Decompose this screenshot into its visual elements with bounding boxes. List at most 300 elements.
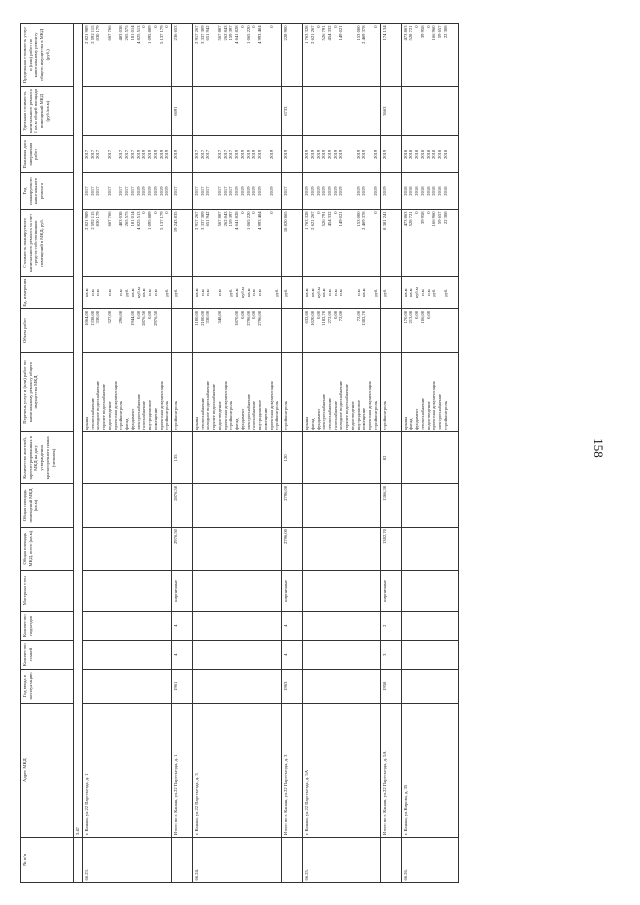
unit-cell-line: п.м [95,289,101,296]
unit-cell-line: кв.м [194,288,200,297]
works-cell-line: фасад [309,418,315,430]
plan-year-cell-line: 2019 [372,186,378,196]
done-year-cell-line: 2019 [158,149,164,159]
volume-cell-line: 1870,00 [234,310,240,326]
limit-cost-cell-line: 526 791 [321,25,327,41]
done-year-cell-line: 2019 [268,149,274,159]
column-header: Количество жителей, зарегистрированных в МКД на дату утверждения краткосрочного плана (человек) [21,432,74,484]
limit-cost-cell-line: 2 469 378 [361,25,367,44]
done-year-cell-line: 2017 [95,149,101,159]
volume-cell-line: 1064,00 [84,310,89,326]
residents-cell [193,432,282,484]
limit-cost-cell-line: 22 308 [442,25,448,39]
column-header: Количество подъездов [21,611,74,640]
works-cell-line: газоснабжение [141,400,147,430]
cost-cell [172,209,193,276]
address-cell: г. Канаш, ул.Кирова, д. 35 [401,703,458,837]
limit-cost-cell-line: 1 763 328 [304,25,310,44]
section-cell [74,837,83,882]
limit-cost-cell [401,24,458,87]
cost-cell-line: 3 337 309 [199,211,205,230]
works-cell-line: горячее водоснабжение [101,384,107,430]
entrances-cell: 4 [172,611,193,640]
works-cell-line: фасад [234,418,240,430]
works-cell-line: крыша [304,416,310,430]
volume-cell-line: 1182,70 [321,310,327,326]
walls-cell: кирпичные [282,570,303,611]
unit-cost-cell: 3663 [380,86,401,136]
limit-cost-cell-line: 4 641 828 [234,25,240,44]
plan-year-cell-line: 2019 [361,186,367,196]
cost-cell-line: 0 [251,211,257,214]
works-cell-line: внутридомовое [147,399,153,430]
walls-cell [193,570,282,611]
plan-year-cell-line: 2019 [315,186,321,196]
entrances-cell [83,611,172,640]
unit-cell-line: кв.м [402,288,408,297]
unit-cell-line: кв.м [245,288,251,297]
cost-cell-line: 667 766 [106,211,112,227]
volume-cell [401,309,458,352]
year-cell [193,669,282,703]
done-year-cell-line: 2018 [431,149,437,159]
unit-cell-line: кв.м [129,288,135,297]
works-cell-line: электроснабжение [245,393,251,430]
address-cell: Итого по г. Канаш, ул.22 Партсъезда, д. 3 [282,703,303,837]
residents-cell: 82 [380,432,401,484]
volume-cell-line: 72,00 [338,310,344,322]
done-year-cell-line: 2019 [135,149,141,159]
volume-cell-line: 1020,00 [309,310,315,326]
cost-cell-line: 1 763 328 [304,211,310,230]
plan-year-cell-line: 2019 [268,186,274,196]
floors-cell: 4 [282,640,303,669]
plan-year-cell-line: 2019 [164,186,170,196]
unit-cell [380,276,401,308]
volume-cell [172,309,193,352]
done-year-cell-line [274,138,280,171]
section-label: 3.47 [74,24,83,838]
done-year-cell [172,136,193,173]
limit-cost-cell-line: 567 887 [216,25,222,41]
volume-cell-line: 72,00 [355,310,361,322]
plan-year-cell-line: 2019 [381,186,387,196]
done-year-cell [83,136,172,173]
cost-cell-line: 1 095 889 [147,211,153,230]
done-year-cell-line: 2019 [355,149,361,159]
column-header: Год планируемого капитального ремонта [21,173,74,210]
entrances-cell [303,611,381,640]
works-cell-line: помещение [361,407,367,430]
works-cell-line: стройконтроль [274,401,280,430]
cost-cell-line: 166 960 [431,211,437,227]
residents-cell: 135 [172,432,193,484]
area-rooms-cell: 2876,50 [172,484,193,527]
volume-cell-line: 272,00 [326,310,332,324]
cost-cell-line: 149 021 [338,211,344,227]
unit-cost-cell: 6691 [172,86,193,136]
works-cell-line: внутридомовое [355,399,361,430]
plan-year-cell-line: 2017 [118,186,124,196]
limit-cost-cell-line: 528 721 [408,25,414,41]
limit-cost-cell [172,24,193,87]
row-number [172,837,193,882]
unit-cell-line: руб. [431,288,437,297]
unit-cell-line: п.м [257,289,263,296]
works-cell-line: внутридомовое [257,399,263,430]
done-year-cell-line: 2018 [402,149,408,159]
done-year-cell-line: 2017 [194,149,200,159]
unit-cell [83,276,172,308]
works-cell-line: стройконтроль [283,401,289,430]
column-header: Материал стен [21,570,74,611]
walls-cell: кирпичные [380,570,401,611]
limit-cost-cell-line: 236 653 [173,25,179,41]
cost-cell-line: 528 721 [408,211,414,227]
works-cell [193,352,282,432]
limit-cost-cell-line: 3 337 309 [199,25,205,44]
plan-year-cell-line: 2017 [89,186,95,196]
area-total-cell [193,527,282,570]
limit-cost-cell [380,24,401,87]
area-rooms-cell: 2796,00 [282,484,303,527]
limit-cost-cell-line: 2 592 115 [89,25,95,44]
plan-year-cell-line: 2017 [205,186,211,196]
cost-cell-line: 153 000 [355,211,361,227]
unit-cell-line: п.м [89,289,95,296]
floors-cell [193,640,282,669]
row-number: 66.25. [303,837,381,882]
works-cell-line: проектная документация [268,381,274,430]
cost-cell-line: 0 [164,211,170,214]
plan-year-cell-line: 2017 [173,186,179,196]
area-total-cell: 2976,50 [172,527,193,570]
unit-cell-line: п.м [326,289,332,296]
volume-cell-line: 296,00 [118,310,124,324]
cost-cell-line: 4 641 828 [234,211,240,230]
cost-cell-line: 5 137 179 [158,211,164,230]
limit-cost-cell-line: 0 [141,25,147,28]
cost-cell-line: 265 575 [124,211,130,227]
works-cell-line: проектная документация [367,381,373,430]
residents-cell [303,432,381,484]
works-cell-line: стройконтроль [164,401,170,430]
column-header: Ед. измерения [21,276,74,308]
address-cell: Итого по г. Канаш, ул.22 Партсъезда, д. 5А [380,703,401,837]
volume-cell [303,309,381,352]
unit-cell-line: кв.м [304,288,310,297]
cost-cell-line: 39 958 [419,211,425,225]
cost-cell-line: 567 887 [216,211,222,227]
area-total-cell [401,527,458,570]
unit-cell-line: п.м [118,289,124,296]
limit-cost-cell-line: 1 095 889 [147,25,153,44]
plan-year-cell [303,173,381,210]
cost-cell-line: 2 469 378 [361,211,367,230]
volume-cell-line: 2100,00 [199,310,205,326]
cost-cell [380,209,401,276]
column-header: Общая площадь МКД, всего (кв.м) [21,527,74,570]
works-cell-line: электроснабжение [135,393,141,430]
limit-cost-cell-line: 2 917 267 [194,25,200,44]
cost-cell-line: 2 821 989 [84,211,89,230]
volume-cell-line [373,311,379,350]
unit-cell-line: руб. [173,288,179,297]
row-number [282,837,303,882]
volume-cell [282,309,303,352]
cost-cell-line: 1 065 220 [245,211,251,230]
year-cell: 1961 [172,669,193,703]
cost-cell-line: 0 [425,211,431,214]
plan-year-cell-line: 2019 [332,186,338,196]
limit-cost-cell-line: 0 [152,25,158,28]
cost-cell-line: 0 [268,211,274,214]
cost-cell-line: 651 942 [205,211,211,227]
works-cell-line: теплоснабжение [89,397,95,430]
year-cell: 1958 [380,669,401,703]
plan-year-cell-line: 2019 [141,186,147,196]
unit-cell-line: кв.м [408,288,414,297]
unit-cell-line: куб.м [315,287,321,299]
plan-year-cell [282,173,303,210]
done-year-cell-line: 2017 [205,149,211,159]
column-header: Адрес МКД [21,703,74,837]
plan-year-cell-line: 2019 [152,186,158,196]
works-cell-line: водоотведение [106,401,112,430]
done-year-cell-line: 2019 [283,149,289,159]
subtotal-row [172,24,193,883]
volume-cell-line: 2876,50 [141,310,147,326]
entrances-cell: 4 [282,611,303,640]
cost-cell-line: 159 397 [228,211,234,227]
volume-cell-line: 0,00 [135,310,141,319]
cost-cell-line: 483 038 [118,211,124,227]
works-cell-line: водоотведение [425,401,431,430]
unit-cell-line: п.м [216,289,222,296]
works-cell-line: проектная документация [222,381,228,430]
cost-cell-line: 0 [414,211,420,214]
done-year-cell-line: 2019 [173,149,179,159]
limit-cost-cell-line: 174 134 [381,25,387,41]
plan-year-cell-line: 2019 [239,186,245,196]
area-rooms-cell [83,484,172,527]
cost-cell-line: 2 621 267 [309,211,315,230]
column-header: Предельная стоимость услуг и (или) работ по капитальному ремонту общего имущества в МКД (руб.) [21,24,74,87]
volume-cell-line: 348,00 [216,310,222,324]
works-cell-line: помещение [152,407,158,430]
unit-cost-cell [193,86,282,136]
unit-cell-line: руб. [372,288,378,297]
cost-cell-line: 19 243 835 [173,211,179,233]
plan-year-cell [401,173,458,210]
plan-year-cell-line: 2017 [222,186,228,196]
area-rooms-cell [303,484,381,527]
unit-cell [303,276,381,308]
done-year-cell-line: 2018 [408,149,414,159]
limit-cost-cell [282,24,303,87]
works-cell [172,352,193,432]
cost-cell-line: 2 917 267 [194,211,200,230]
cost-cell-line [274,211,280,274]
page-number: 158 [590,438,606,458]
limit-cost-cell-line: 181 014 [129,25,135,41]
limit-cost-cell-line: 265 575 [124,25,130,41]
works-cell-line: холодное водоснабжение [95,380,101,430]
plan-year-cell [83,173,172,210]
done-year-cell [401,136,458,173]
plan-year-cell-line: 2019 [321,186,327,196]
done-year-cell-line: 2017 [89,149,95,159]
entrances-cell [193,611,282,640]
limit-cost-cell-line: 0 [251,25,257,28]
limit-cost-cell-line: 4 825 513 [135,25,141,44]
column-header: Удельная стоимость капитального ремонта 1 кв.м общей площади помещений МКД (руб./кв.м) [21,86,74,136]
house-row [303,24,381,883]
works-cell-line: холодное водоснабжение [205,380,211,430]
limit-cost-cell-line: 5 137 179 [158,25,164,44]
done-year-cell-line: 2017 [106,149,112,159]
cost-cell-line: 262 843 [222,211,228,227]
unit-cost-cell [303,86,381,136]
area-total-cell: 2796,00 [282,527,303,570]
plan-year-cell-line: 2019 [326,186,332,196]
volume-cell-line: 2796,00 [245,310,251,326]
volume-cell-line: 330,00 [205,310,211,324]
done-year-cell-line: 2019 [257,149,263,159]
plan-year-cell-line: 2018 [402,186,408,196]
address-cell: Итого по г. Канаш, ул.22 Партсъезда, д. 1 [172,703,193,837]
plan-year-cell-line: 2017 [124,186,130,196]
table-body [74,24,459,883]
year-cell: 1963 [282,669,303,703]
unit-cell-line: п.м [152,289,158,296]
done-year-cell-line: 2017 [129,149,135,159]
volume-cell-line: 632,60 [304,310,310,324]
limit-cost-cell-line: 0 [414,25,420,28]
limit-cost-cell-line: 262 843 [222,25,228,41]
floors-cell [401,640,458,669]
subtotal-row [380,24,401,883]
unit-cell [172,276,193,308]
works-cell [401,352,458,432]
done-year-cell-line: 2019 [147,149,153,159]
volume-cell-line: 1338,00 [89,310,95,326]
cost-cell-line: 181 014 [129,211,135,227]
volume-cell-line: 0,00 [251,310,257,319]
plan-year-cell-line: 2017 [129,186,135,196]
plan-year-cell-line: 2017 [106,186,112,196]
plan-year-cell-line: 2019 [234,186,240,196]
unit-cost-cell [83,86,172,136]
unit-cell-line: п.м [106,289,112,296]
limit-cost-cell-line: 667 766 [106,25,112,41]
year-cell [303,669,381,703]
cost-cell-line: 0 [315,211,321,214]
plan-year-cell-line: 2019 [304,186,310,196]
volume-cell [380,309,401,352]
limit-cost-cell-line: 0 [372,25,378,28]
unit-cell-line: руб. [442,288,448,297]
plan-year-cell-line: 2017 [199,186,205,196]
cost-cell [282,209,303,276]
works-cell-line: горячее водоснабжение [344,384,350,430]
done-year-cell-line: 2018 [436,149,442,159]
unit-cell-line: п.м [419,289,425,296]
volume-cell-line: 0,00 [414,310,420,319]
area-total-cell [303,527,381,570]
address-cell: г. Канаш, ул.22 Партсъезда, д. 1 [83,703,172,837]
volume-cell-line: 0,00 [425,310,431,319]
residents-cell [83,432,172,484]
limit-cost-cell-line [274,26,280,85]
unit-cell-line: руб. [124,288,130,297]
row-number [380,837,401,882]
done-year-cell-line: 2019 [326,149,332,159]
house-row [401,24,458,883]
volume-cell-line [173,311,179,350]
works-cell-line: холодное водоснабжение [338,380,344,430]
works-cell-line: проектная документация [158,381,164,430]
plan-year-cell-line: 2018 [436,186,442,196]
volume-cell-line: 327,00 [106,310,112,324]
unit-cell-line: п.м [205,289,211,296]
plan-year-cell-line: 2017 [95,186,101,196]
volume-cell-line: 2976,50 [152,310,158,326]
plan-year-cell-line [274,175,280,208]
done-year-cell-line: 2019 [338,149,344,159]
works-cell [303,352,381,432]
done-year-cell-line: 2018 [414,149,420,159]
done-year-cell-line: 2019 [361,149,367,159]
limit-cost-cell [303,24,381,87]
done-year-cell-line: 2019 [309,149,315,159]
row-number: 66.23. [83,837,172,882]
walls-cell [303,570,381,611]
plan-year-cell-line: 2018 [431,186,437,196]
floors-cell [83,640,172,669]
entrances-cell [401,611,458,640]
plan-year-cell-line: 2018 [414,186,420,196]
cost-cell-line: 454 332 [326,211,332,227]
volume-cell-line: 0,00 [315,310,321,319]
unit-cell-line: руб. [228,288,234,297]
done-year-cell [282,136,303,173]
plan-year-cell-line: 2018 [442,186,448,196]
done-year-cell-line: 2017 [228,149,234,159]
unit-cell [282,276,303,308]
works-cell-line: горячее водоснабжение [211,384,217,430]
volume-cell-line: 2796,00 [257,310,263,326]
done-year-cell-line: 2017 [199,149,205,159]
works-cell-line: фундамент [315,408,321,430]
repair-plan-table [20,23,459,883]
unit-cell-line: руб. [274,288,280,297]
walls-cell [401,570,458,611]
unit-cell-line: кв.м [309,288,315,297]
volume-cell-line: 1100,00 [194,310,200,326]
works-cell-line: фундамент [239,408,245,430]
column-header: Стоимость планируемого капитального ремонта за счет средств собственников помещений в МКД, руб. [21,209,74,276]
works-cell-line: фундамент [414,408,420,430]
unit-cell-line: п.м [338,289,344,296]
unit-cell-line: п.м [251,289,257,296]
cost-cell-line: 18 820 865 [283,211,289,233]
works-cell-line: стройконтроль [173,401,179,430]
header-row [21,24,74,883]
plan-year-cell-line: 2018 [408,186,414,196]
works-cell [83,352,172,432]
area-total-cell: 1382,70 [380,527,401,570]
